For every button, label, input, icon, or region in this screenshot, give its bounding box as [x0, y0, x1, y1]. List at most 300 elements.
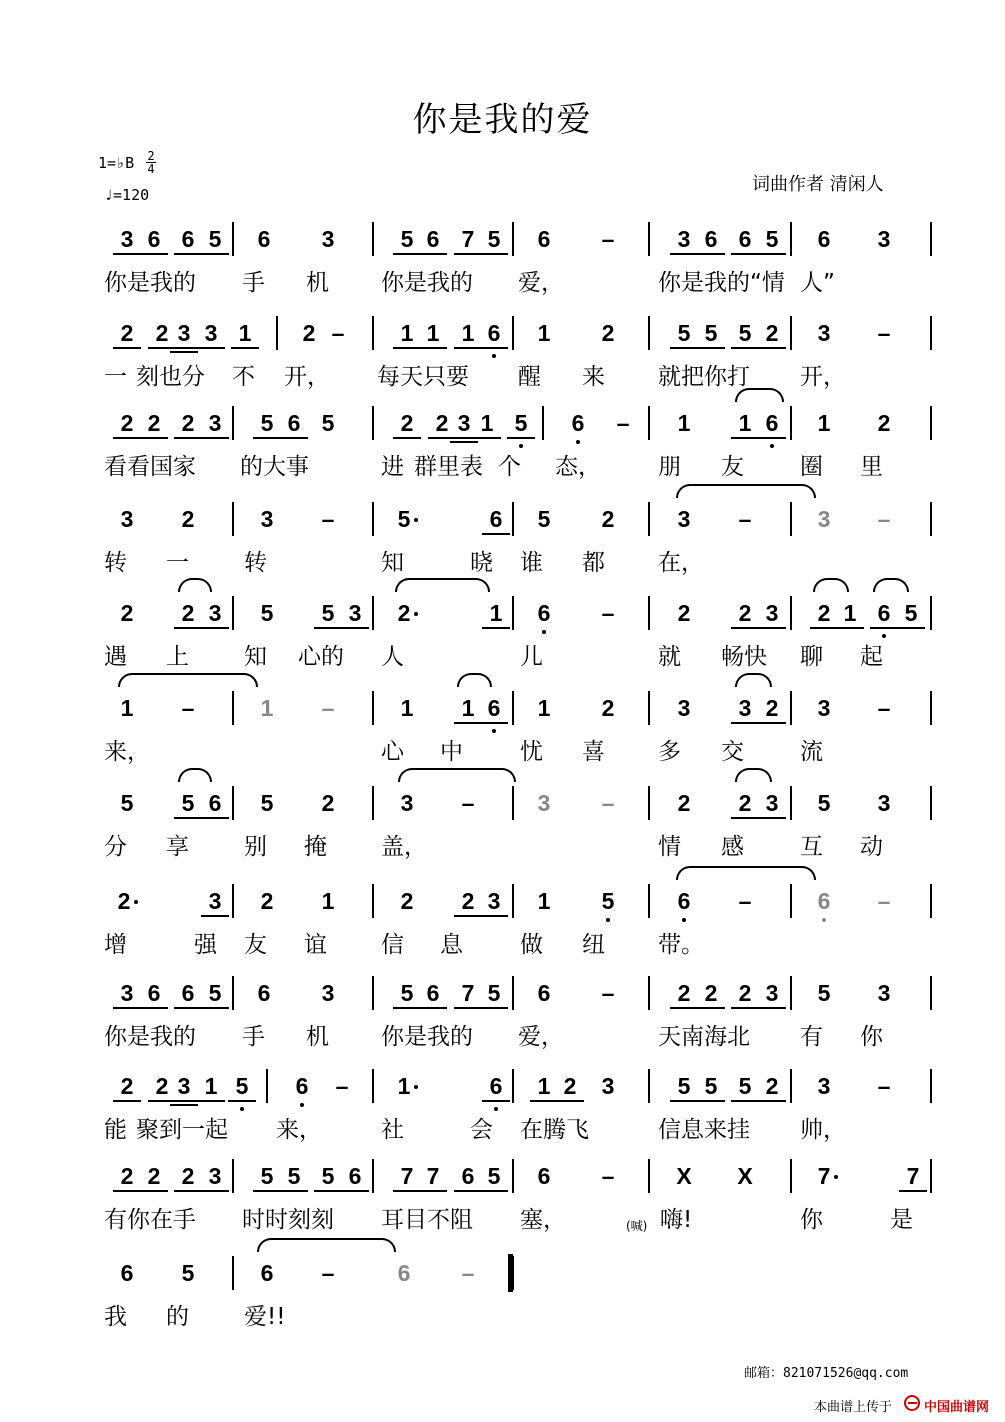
bar-line — [512, 786, 514, 820]
note-underline — [758, 253, 786, 255]
note-underline — [174, 817, 202, 819]
lyric-segment: 社 — [381, 1117, 404, 1143]
note: 6 — [489, 1073, 503, 1099]
note: X — [676, 1163, 692, 1189]
bar-line — [790, 884, 792, 918]
note: 7 — [461, 226, 475, 252]
lyric-segment: 是 — [890, 1207, 913, 1233]
bar-line — [232, 1159, 234, 1193]
lower-octave-dot — [822, 918, 826, 922]
bar-line — [512, 316, 514, 350]
site-logo-icon — [904, 1395, 922, 1411]
note: 5 — [817, 790, 831, 816]
lyric-segment: 里 — [860, 454, 883, 480]
dash-extension: – — [877, 695, 891, 721]
lower-octave-dot — [492, 354, 496, 358]
note: 2 — [400, 410, 414, 436]
note-underline — [454, 915, 482, 917]
note: 1 — [397, 1073, 411, 1099]
note: 5 — [181, 790, 195, 816]
lyric-segment: 聊 — [800, 644, 823, 670]
note: 3 — [321, 980, 335, 1006]
note: 5 — [704, 320, 718, 346]
note-underline — [870, 627, 898, 629]
score-line-7 — [0, 790, 1005, 880]
note: 2 — [120, 600, 134, 626]
bar-line — [372, 222, 374, 256]
bar-line — [930, 222, 932, 256]
lyric-segment: 谁 — [520, 550, 543, 576]
bar-line — [372, 1069, 374, 1103]
note: 1 — [400, 320, 414, 346]
bar-line — [930, 786, 932, 820]
note: 6 — [208, 790, 222, 816]
note-underline — [280, 437, 308, 439]
bar-line — [930, 976, 932, 1010]
note: X — [737, 1163, 753, 1189]
lyric-segment: 转 — [104, 550, 127, 576]
note: 1 — [537, 320, 551, 346]
dash-extension: – — [601, 790, 615, 816]
lyric-segment: 机 — [306, 270, 329, 296]
lower-octave-dot — [576, 440, 580, 444]
score-line-10 — [0, 1073, 1005, 1163]
score-line-12 — [0, 1260, 1005, 1350]
lyric-segment: 机 — [306, 1024, 329, 1050]
note: 1 — [461, 320, 475, 346]
note: 5 — [765, 226, 779, 252]
note: 3 — [204, 320, 218, 346]
augmentation-dot — [134, 900, 138, 904]
note: 5 — [208, 226, 222, 252]
lyric-segment: 心的 — [298, 644, 344, 670]
bar-line — [232, 1256, 234, 1290]
lyric-segment: 心 — [381, 739, 404, 765]
note-underline — [170, 347, 198, 349]
bar-line — [276, 316, 278, 350]
note-underline — [419, 347, 447, 349]
note-underline — [314, 627, 342, 629]
dash-extension: – — [321, 695, 335, 721]
note-underline — [473, 437, 501, 439]
note-underline — [670, 1007, 698, 1009]
note: 2 — [120, 1073, 134, 1099]
lyric-segment: 享 — [166, 834, 189, 860]
note: 3 — [177, 1073, 191, 1099]
lyric-segment: 友 — [721, 454, 744, 480]
dash-extension: – — [601, 980, 615, 1006]
lyric-segment: 互 — [800, 834, 823, 860]
bar-line — [372, 786, 374, 820]
bar-line — [512, 596, 514, 630]
note: 2 — [765, 320, 779, 346]
bar-line — [266, 1069, 268, 1103]
note-underline — [731, 253, 759, 255]
note-underline — [480, 915, 508, 917]
bar-line — [232, 406, 234, 440]
note: 1 — [260, 695, 274, 721]
note-underline — [113, 437, 141, 439]
dash-extension: – — [877, 506, 891, 532]
note-underline — [393, 253, 421, 255]
note: 5 — [537, 506, 551, 532]
bar-line — [372, 316, 374, 350]
time-signature — [146, 150, 156, 175]
lyric-segment: 我 — [104, 1304, 127, 1330]
note: 6 — [537, 600, 551, 626]
tie-slur — [676, 866, 816, 880]
tempo-mark: ♩=120 — [104, 186, 150, 204]
lower-octave-dot — [240, 1107, 244, 1111]
note: 1 — [537, 695, 551, 721]
tie-slur — [873, 578, 909, 592]
lyric-segment: 每天只要 — [377, 364, 469, 390]
note: 1 — [400, 695, 414, 721]
note: 6 — [257, 226, 271, 252]
lyric-segment: 有 — [800, 1024, 823, 1050]
lyric-segment: 醒 — [518, 364, 541, 390]
key-signature: 1=♭B — [98, 154, 135, 172]
note: 1 — [677, 410, 691, 436]
lyric-segment: 转 — [244, 550, 267, 576]
lyric-segment: 看看国家 — [104, 454, 196, 480]
note-underline — [393, 347, 421, 349]
note: 2 — [677, 600, 691, 626]
note: 5 — [321, 410, 335, 436]
tie-slur — [735, 768, 772, 782]
note: 6 — [397, 1260, 411, 1286]
note: 3 — [208, 410, 222, 436]
lyric-segment: 多 — [658, 739, 681, 765]
score-line-1 — [0, 226, 1005, 316]
note: 5 — [120, 790, 134, 816]
note: 2 — [601, 320, 615, 346]
note: 1 — [489, 600, 503, 626]
dash-extension: – — [877, 320, 891, 346]
dash-extension: – — [461, 790, 475, 816]
lyric-segment: 息 — [440, 932, 463, 958]
note-underline — [201, 437, 229, 439]
lower-octave-dot — [519, 444, 523, 448]
lyric-segment: 爱， — [518, 1024, 564, 1050]
note: 1 — [480, 410, 494, 436]
note-underline — [113, 253, 141, 255]
note: 2 — [147, 1163, 161, 1189]
note-underline — [454, 722, 482, 724]
note-underline — [201, 1190, 229, 1192]
note-underline — [697, 1100, 725, 1102]
lyric-segment: 畅快 — [721, 644, 767, 670]
note: 3 — [348, 600, 362, 626]
note: 7 — [426, 1163, 440, 1189]
note: 3 — [677, 226, 691, 252]
lower-octave-dot — [606, 918, 610, 922]
note-underline — [530, 1100, 558, 1102]
note: 5 — [260, 1163, 274, 1189]
note: 6 — [537, 226, 551, 252]
note-underline — [731, 722, 759, 724]
dash-extension: – — [331, 320, 345, 346]
bar-line — [512, 1159, 514, 1193]
lyric-segment: 晓 — [470, 550, 493, 576]
note-underline — [480, 347, 508, 349]
bar-line — [790, 316, 792, 350]
note: 5 — [208, 980, 222, 1006]
lyric-segment: 你是我的 — [104, 270, 196, 296]
note-underline — [556, 1100, 584, 1102]
note: 3 — [677, 506, 691, 532]
lyric-segment: 中 — [440, 739, 463, 765]
dash-extension: – — [321, 506, 335, 532]
note: 3 — [817, 1073, 831, 1099]
bar-line — [512, 976, 514, 1010]
bar-line — [648, 1069, 650, 1103]
note: 7 — [400, 1163, 414, 1189]
note-underline — [480, 722, 508, 724]
note-underline — [897, 627, 925, 629]
bar-line — [930, 691, 932, 725]
note: 6 — [677, 888, 691, 914]
augmentation-dot — [414, 612, 418, 616]
lyric-segment: 感 — [721, 834, 744, 860]
dash-extension: – — [181, 695, 195, 721]
lyric-segment: 上 — [166, 644, 189, 670]
note: 2 — [321, 790, 335, 816]
note: 2 — [704, 980, 718, 1006]
tie-slur — [735, 388, 784, 402]
lyric-segment: 朋 — [658, 454, 681, 480]
lyric-segment: 就 — [658, 644, 681, 670]
lyric-segment: 在， — [658, 550, 704, 576]
note: 6 — [257, 980, 271, 1006]
note: 6 — [817, 226, 831, 252]
note: 3 — [765, 980, 779, 1006]
lower-octave-dot — [882, 634, 886, 638]
bar-line — [372, 1159, 374, 1193]
lyric-segment: 一 — [166, 550, 189, 576]
note-underline — [201, 1007, 229, 1009]
note-underline-double — [170, 1104, 198, 1106]
tie-slur — [118, 673, 258, 687]
note-underline — [758, 1100, 786, 1102]
dash-extension: – — [321, 1260, 335, 1286]
note: 1 — [204, 1073, 218, 1099]
lower-octave-dot — [494, 1107, 498, 1111]
note-underline — [731, 437, 759, 439]
note: 2 — [738, 600, 752, 626]
lyric-segment: 知 — [244, 644, 267, 670]
bar-line — [542, 406, 544, 440]
lyric-segment: 盖， — [381, 834, 427, 860]
note-underline — [201, 915, 229, 917]
note-underline — [758, 1007, 786, 1009]
note: 6 — [571, 410, 585, 436]
note-underline — [228, 1100, 256, 1102]
tie-slur — [398, 768, 516, 782]
note-underline — [731, 347, 759, 349]
note-underline — [393, 1190, 421, 1192]
lyric-segment: 塞， — [520, 1207, 566, 1233]
lyric-segment: 都 — [582, 550, 605, 576]
note-underline — [393, 437, 421, 439]
bar-line — [648, 786, 650, 820]
note: 5 — [260, 600, 274, 626]
note: 6 — [260, 1260, 274, 1286]
note-underline — [836, 627, 864, 629]
note-underline — [341, 627, 369, 629]
note-underline — [697, 347, 725, 349]
bar-line — [648, 502, 650, 536]
note: 2 — [400, 888, 414, 914]
bar-line — [372, 691, 374, 725]
note-underline — [280, 1190, 308, 1192]
lyric-segment: 带。 — [658, 932, 704, 958]
bar-line — [232, 596, 234, 630]
lyric-segment: 流 — [800, 739, 823, 765]
note: 2 — [677, 980, 691, 1006]
tie-slur — [457, 673, 492, 687]
lyric-segment: 有你在手 — [104, 1207, 196, 1233]
lyric-segment: 就把你打 — [658, 364, 750, 390]
bar-line — [232, 884, 234, 918]
note-underline — [113, 1190, 141, 1192]
note: 5 — [235, 1073, 249, 1099]
note-underline — [670, 1100, 698, 1102]
note: 6 — [487, 320, 501, 346]
note: 3 — [208, 1163, 222, 1189]
lyric-segment: 来， — [104, 739, 150, 765]
note: 5 — [321, 1163, 335, 1189]
lyric-segment: 态， — [555, 454, 601, 480]
lower-octave-dot — [300, 1103, 304, 1107]
lyric-segment: 人” — [800, 270, 835, 296]
note: 2 — [738, 980, 752, 1006]
lyric-segment: 友 — [244, 932, 267, 958]
note-underline — [140, 1190, 168, 1192]
lyric-segment: 信息来挂 — [658, 1117, 750, 1143]
bar-line — [512, 691, 514, 725]
bar-line — [232, 691, 234, 725]
bar-line — [372, 976, 374, 1010]
lyric-segment: 你是我的 — [381, 270, 473, 296]
lyric-segment: 手 — [242, 270, 265, 296]
note: 5 — [287, 1163, 301, 1189]
note: 3 — [738, 695, 752, 721]
note: 6 — [181, 980, 195, 1006]
bar-line — [790, 222, 792, 256]
composer-credit: 词曲作者 清闲人 — [752, 174, 884, 195]
note: 2 — [117, 888, 131, 914]
note: 5 — [260, 790, 274, 816]
footer-site-name: 中国曲谱网 — [924, 1400, 990, 1415]
note: 1 — [238, 320, 252, 346]
lyric-segment: 进 — [381, 454, 404, 480]
note: 3 — [817, 506, 831, 532]
note: 2 — [302, 320, 316, 346]
note: 1 — [461, 695, 475, 721]
lyric-segment: 会 — [470, 1117, 493, 1143]
bar-line — [930, 1159, 932, 1193]
note-underline — [419, 1007, 447, 1009]
note-underline — [174, 437, 202, 439]
note: 5 — [738, 1073, 752, 1099]
augmentation-dot — [834, 1175, 838, 1179]
lyric-segment: 掩 — [304, 834, 327, 860]
note: 5 — [181, 1260, 195, 1286]
bar-line — [930, 596, 932, 630]
lyric-segment: 嗨! — [660, 1207, 693, 1233]
lyric-segment: 做 — [520, 932, 543, 958]
note: 2 — [181, 506, 195, 532]
dash-extension: – — [461, 1260, 475, 1286]
note: 2 — [461, 888, 475, 914]
note: 5 — [677, 1073, 691, 1099]
score-line-2 — [0, 320, 1005, 410]
note: 6 — [817, 888, 831, 914]
note-underline-double — [170, 351, 198, 353]
lyric-segment: 开， — [284, 364, 330, 390]
bar-line — [790, 406, 792, 440]
note-underline — [899, 1190, 927, 1192]
note-underline — [731, 627, 759, 629]
bar-line — [648, 596, 650, 630]
bar-line — [232, 786, 234, 820]
note: 3 — [400, 790, 414, 816]
bar-line — [790, 596, 792, 630]
lyric-segment: 一 — [104, 364, 127, 390]
score-line-9 — [0, 980, 1005, 1070]
lower-octave-dot — [492, 729, 496, 733]
dash-extension: – — [616, 410, 630, 436]
note: 2 — [155, 320, 169, 346]
note: 1 — [426, 320, 440, 346]
note-underline — [480, 1190, 508, 1192]
lyric-segment: 的 — [166, 1304, 189, 1330]
lyric-segment: 来 — [582, 364, 605, 390]
tie-slur — [395, 578, 490, 592]
bar-line — [372, 406, 374, 440]
note: 7 — [906, 1163, 920, 1189]
lyric-segment: 在腾飞 — [520, 1117, 589, 1143]
lyric-segment: 刻也分 — [136, 364, 205, 390]
note-underline — [454, 1007, 482, 1009]
lyric-segment: 纽 — [582, 932, 605, 958]
bar-line — [790, 976, 792, 1010]
lyric-segment: 忧 — [520, 739, 543, 765]
note: 6 — [537, 980, 551, 1006]
bar-line — [512, 884, 514, 918]
tie-slur — [735, 673, 772, 687]
lyric-segment: 帅， — [800, 1117, 846, 1143]
note-underline — [197, 347, 225, 349]
note-underline — [174, 627, 202, 629]
note-underline — [201, 627, 229, 629]
bar-line — [648, 316, 650, 350]
note-underline — [201, 817, 229, 819]
lyric-segment: 爱， — [518, 270, 564, 296]
lyric-segment: 的大事 — [240, 454, 309, 480]
lyric-segment: 别 — [244, 834, 267, 860]
note: 6 — [348, 1163, 362, 1189]
note-underline — [419, 253, 447, 255]
bar-line — [930, 406, 932, 440]
note: 3 — [601, 1073, 615, 1099]
note-underline — [758, 437, 786, 439]
note: 5 — [904, 600, 918, 626]
lyric-segment: 起 — [860, 644, 883, 670]
lyric-segment: 你 — [860, 1024, 883, 1050]
dash-extension: – — [738, 506, 752, 532]
